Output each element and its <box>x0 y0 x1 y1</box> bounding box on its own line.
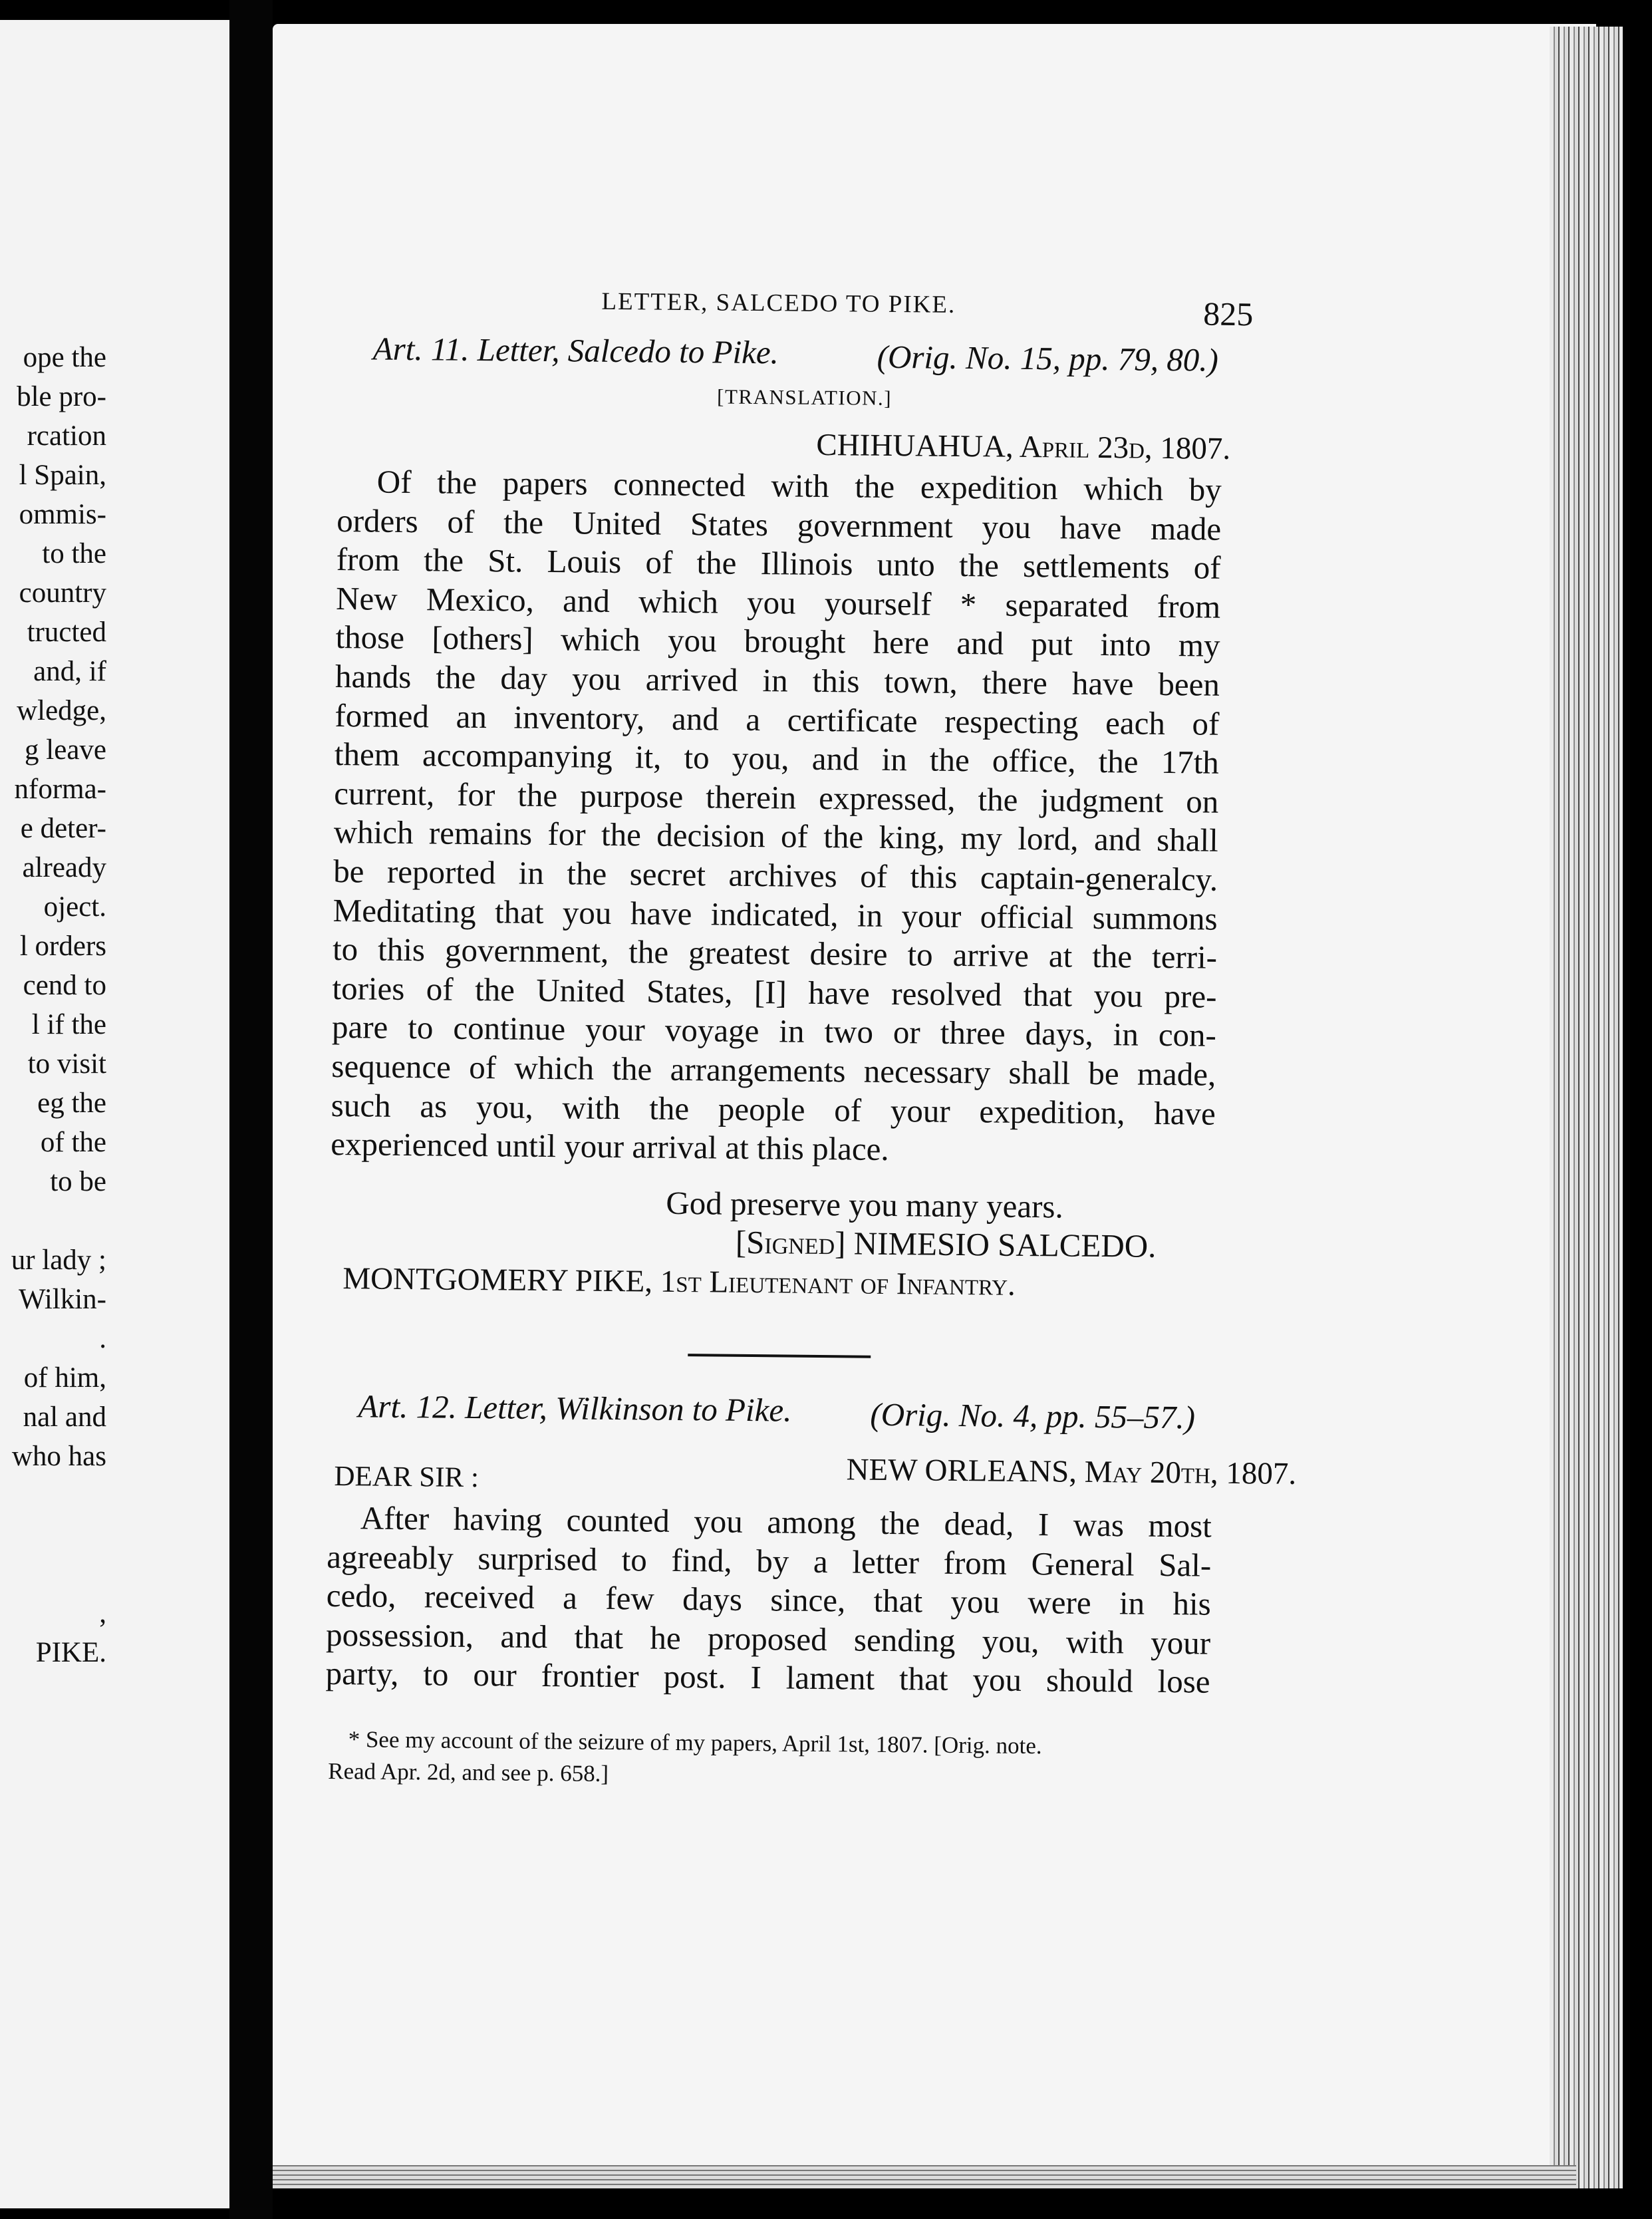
left-page-line: l orders <box>19 931 106 962</box>
left-page-line: and, if <box>33 656 106 687</box>
footnote-line-2: Read Apr. 2d, and see p. 658.] <box>328 1757 609 1787</box>
text-line: Of the papers connected with the expedition which by <box>376 463 1222 508</box>
footnote-line-1: * See my account of the seizure of my papers, April 1st, 1807. [Orig. note. <box>348 1726 1042 1759</box>
left-page-line: to the <box>42 538 106 569</box>
left-page-line: wledge, <box>17 695 106 726</box>
text-line: from the St. Louis of the Illinois unto the settlements of <box>336 541 1221 586</box>
left-page-line: g leave <box>25 734 106 766</box>
letter-1-signature: [Signed] NIMESIO SALCEDO. <box>735 1223 1157 1264</box>
text-line: After having counted you among the dead, I was most <box>360 1499 1212 1545</box>
text-line: hands the day you arrived in this town, there have been <box>335 657 1220 703</box>
left-page-line: l Spain, <box>19 460 106 491</box>
left-page-line: ur lady ; <box>11 1245 106 1276</box>
text-line: experienced until your arrival at this place. <box>331 1125 889 1168</box>
letter-1-body <box>331 462 1222 1172</box>
text-line: party, to our frontier post. I lament that you should lose <box>325 1655 1210 1701</box>
left-page-line: . <box>99 1323 106 1354</box>
text-line: which remains for the decision of the king, my lord, and shall <box>333 814 1218 859</box>
article-11-heading: Art. 11. Letter, Salcedo to Pike. <box>372 330 779 371</box>
text-line: sequence of which the arrangements necessary shall be made, <box>331 1047 1216 1093</box>
text-line: agreeably surprised to find, by a letter from General Sal- <box>327 1538 1212 1584</box>
left-page-line: rcation <box>27 420 106 452</box>
left-page-line: ope the <box>23 342 106 373</box>
left-page-line: nforma- <box>14 774 106 805</box>
text-line: possession, and that he proposed sending you, with your <box>325 1616 1211 1662</box>
translation-label: [TRANSLATION.] <box>716 384 893 410</box>
bottom-page-edges <box>273 2165 1576 2188</box>
left-page-line: eg the <box>37 1088 106 1119</box>
left-page <box>0 20 229 2208</box>
letter-1-dateline: CHIHUAHUA, April 23d, 1807. <box>816 427 1231 466</box>
text-line: tories of the United States, [I] have resolved that you pre- <box>332 969 1217 1015</box>
letter-2-body <box>325 1499 1212 1702</box>
letter-1-addressee: MONTGOMERY PIKE, 1st Lieutenant of Infantry. <box>343 1261 1016 1302</box>
left-page-line: to visit <box>27 1048 106 1080</box>
text-line: formed an inventory, and a certificate respecting each of <box>335 696 1220 742</box>
letter-1-closing: God preserve you many years. <box>666 1184 1064 1225</box>
text-line: cedo, received a few days since, that you were in his <box>326 1577 1211 1622</box>
article-11-reference: (Orig. No. 15, pp. 79, 80.) <box>877 338 1219 378</box>
left-page-line: ble pro- <box>17 381 106 412</box>
left-page-line: , <box>99 1598 106 1629</box>
left-page-line: nal and <box>23 1402 106 1433</box>
letter-2-salutation: DEAR SIR : <box>334 1461 480 1494</box>
letter-2-dateline: NEW ORLEANS, May 20th, 1807. <box>846 1452 1297 1491</box>
left-page-line: of the <box>40 1127 106 1158</box>
left-page-line: who has <box>11 1441 106 1472</box>
left-page-line: to be <box>50 1166 106 1197</box>
text-line: New Mexico, and which you yourself * separated from <box>335 579 1221 625</box>
text-line: them accompanying it, to you, and in the office, the 17th <box>334 736 1220 781</box>
page-number: 825 <box>1203 295 1254 333</box>
book-gutter <box>229 0 273 2219</box>
left-page-line: l if the <box>31 1009 106 1040</box>
left-page-line: oject. <box>43 891 106 923</box>
left-page-line: e deter- <box>20 813 106 844</box>
text-line: such as you, with the people of your expedition, have <box>331 1086 1216 1132</box>
article-12-heading: Art. 12. Letter, Wilkinson to Pike. <box>358 1388 792 1429</box>
book-edge-shadow <box>1623 0 1652 2219</box>
text-line: be reported in the secret archives of this captain-generalcy. <box>333 852 1218 898</box>
text-line: to this government, the greatest desire to arrive at the terri- <box>332 931 1218 976</box>
left-page-line: ommis- <box>19 499 106 530</box>
text-line: those [others] which you brought here and put into my <box>335 619 1220 665</box>
page-edges <box>1550 27 1623 2188</box>
text-line: pare to continue your voyage in two or three days, in con- <box>331 1008 1217 1054</box>
text-line: current, for the purpose therein expressed, the judgment on <box>334 774 1219 820</box>
text-line: Meditating that you have indicated, in your official summons <box>333 891 1218 937</box>
article-12-reference: (Orig. No. 4, pp. 55–57.) <box>870 1396 1196 1436</box>
left-page-line: already <box>22 852 106 883</box>
left-page-line: cend to <box>23 970 106 1001</box>
left-page-line: PIKE. <box>35 1637 106 1668</box>
left-page-line: tructed <box>27 617 106 648</box>
left-page-line: country <box>19 577 106 609</box>
left-page-line: of him, <box>23 1362 106 1394</box>
running-head: LETTER, SALCEDO TO PIKE. <box>601 287 956 319</box>
left-page-line: Wilkin- <box>18 1284 106 1315</box>
text-line: orders of the United States government you have made <box>337 502 1222 547</box>
